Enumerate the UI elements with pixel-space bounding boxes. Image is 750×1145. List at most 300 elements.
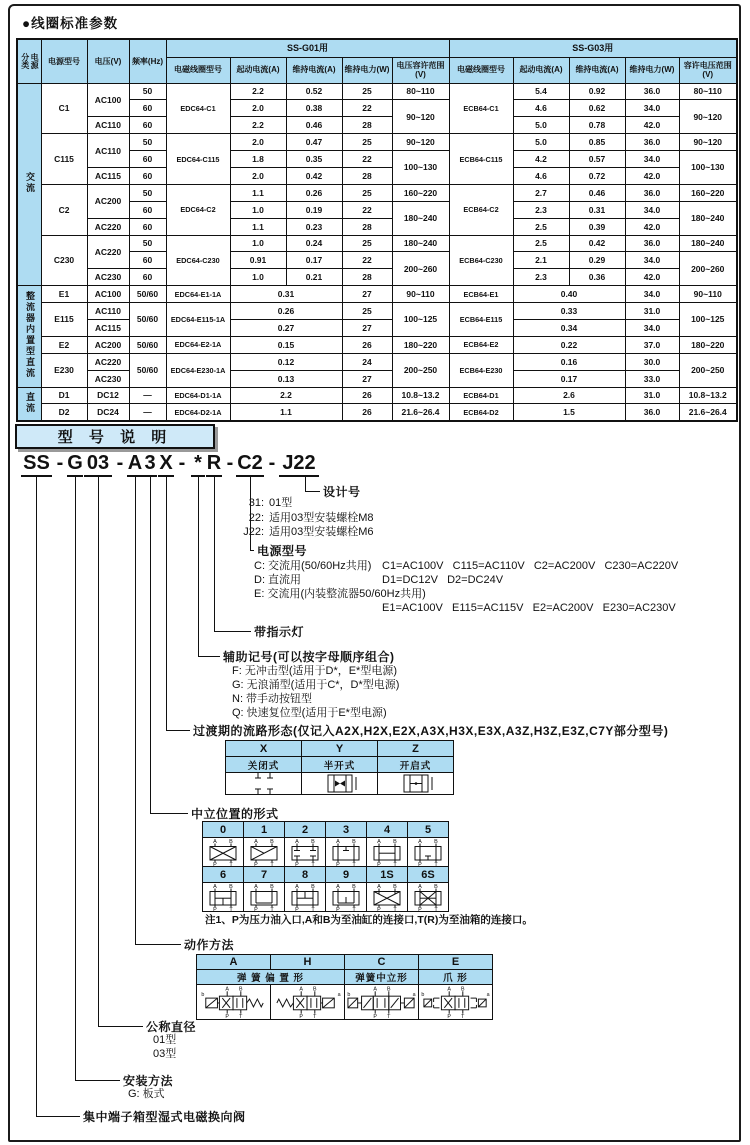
neutral-code-cell: 2 bbox=[285, 822, 326, 838]
transition-symbol-cell bbox=[378, 773, 454, 795]
table-cell: 0.62 bbox=[569, 100, 625, 117]
table-cell: 31.0 bbox=[625, 387, 679, 404]
table-row bbox=[17, 319, 737, 336]
model-code-segment: R bbox=[206, 452, 222, 477]
table-cell: 50/60 bbox=[129, 286, 166, 303]
symbol-text: P bbox=[336, 862, 340, 866]
symbol-line bbox=[423, 999, 431, 1007]
table-cell: 0.72 bbox=[569, 167, 625, 184]
aux-item: N: 带手动按钮型 bbox=[232, 693, 313, 705]
valve-symbol-icon bbox=[346, 985, 418, 1019]
table-cell: 160~220 bbox=[392, 184, 449, 201]
table-cell: C1 bbox=[41, 83, 87, 134]
table-cell: DC24 bbox=[87, 404, 129, 421]
leader-line-horizontal bbox=[214, 631, 251, 632]
table-cell: 42.0 bbox=[625, 218, 679, 235]
table-cell: 0.29 bbox=[569, 252, 625, 269]
table-row bbox=[17, 83, 737, 100]
table-cell: 10.8~13.2 bbox=[679, 387, 737, 404]
table-cell: 80~110 bbox=[392, 83, 449, 100]
power-item bbox=[254, 573, 678, 587]
annotation-mounting: 安装方法 bbox=[123, 1074, 174, 1088]
design-item-code: 22: bbox=[248, 511, 264, 524]
table-cell: 25 bbox=[342, 303, 392, 320]
table-row bbox=[17, 404, 737, 421]
table-cell: 27 bbox=[342, 286, 392, 303]
power-item-values: E1=AC100V E115=AC115V E2=AC200V E230=AC230V bbox=[382, 602, 676, 614]
valve-symbol-icon bbox=[388, 773, 444, 794]
model-code-dash: - bbox=[268, 452, 276, 474]
table-cell: 1.1 bbox=[230, 218, 286, 235]
symbol-text: a bbox=[412, 992, 416, 999]
table-row bbox=[17, 336, 737, 353]
vertical-label: 交流 bbox=[24, 172, 35, 195]
table-cell: E115 bbox=[41, 303, 87, 337]
table-cell: 34.0 bbox=[625, 252, 679, 269]
model-code-segment: SS bbox=[21, 452, 52, 477]
table-cell: 50 bbox=[129, 83, 166, 100]
table-cell: 0.42 bbox=[569, 235, 625, 252]
symbol-text: T bbox=[270, 907, 274, 911]
symbol-text: P bbox=[295, 862, 299, 866]
table-row bbox=[226, 773, 454, 795]
valve-symbol-icon bbox=[420, 985, 492, 1019]
group-header-cell: SS-G03用 bbox=[449, 39, 737, 57]
annotation-neutral: 中立位置的形式 bbox=[191, 807, 279, 821]
table-cell: 28 bbox=[342, 269, 392, 286]
table-cell: 0.36 bbox=[569, 269, 625, 286]
table-cell: ECB64-D1 bbox=[449, 387, 513, 404]
power-item bbox=[254, 587, 678, 601]
symbol-text: P bbox=[213, 862, 217, 866]
table-cell: 34.0 bbox=[625, 151, 679, 168]
table-cell: 37.0 bbox=[625, 336, 679, 353]
table-cell: 2.1 bbox=[513, 252, 569, 269]
table-cell: EDC64-D2-1A bbox=[166, 404, 230, 421]
neutral-symbol-cell bbox=[408, 838, 449, 867]
symbol-text: A bbox=[377, 838, 381, 845]
symbol-text: T bbox=[386, 1014, 390, 1019]
table-cell: 42.0 bbox=[625, 269, 679, 286]
table-cell: 50 bbox=[129, 134, 166, 151]
neutral-symbol-cell bbox=[285, 838, 326, 867]
symbol-line bbox=[363, 998, 371, 1008]
column-header-cell: 起动电流(A) bbox=[230, 57, 286, 83]
table-cell: 0.52 bbox=[286, 83, 342, 100]
vertical-label: 整流器内置型直流 bbox=[24, 291, 35, 380]
table-cell: 0.33 bbox=[513, 303, 625, 320]
symbol-text: T bbox=[312, 1014, 316, 1019]
symbol-text: P bbox=[213, 907, 217, 911]
transition-name-cell: 半开式 bbox=[302, 757, 378, 773]
symbol-line bbox=[322, 998, 334, 1008]
annotation-actuation: 动作方法 bbox=[184, 938, 235, 952]
neutral-symbol-cell bbox=[408, 883, 449, 912]
table-cell: 5.0 bbox=[513, 117, 569, 134]
power-type-items bbox=[254, 559, 678, 615]
table-cell: EDC64-C115 bbox=[166, 134, 230, 185]
table-cell: 36.0 bbox=[625, 184, 679, 201]
symbol-text: T bbox=[393, 862, 397, 866]
table-cell: 0.34 bbox=[513, 319, 625, 336]
table-cell: 5.4 bbox=[513, 83, 569, 100]
table-cell: 80~110 bbox=[679, 83, 737, 100]
table-row bbox=[17, 167, 737, 184]
table-row bbox=[197, 955, 493, 970]
table-row bbox=[226, 757, 454, 773]
table-cell: 25 bbox=[342, 134, 392, 151]
table-cell: 0.46 bbox=[286, 117, 342, 134]
model-code-dash: - bbox=[226, 452, 234, 474]
symbol-text: T bbox=[311, 862, 315, 866]
aux-item: Q: 快速复位型(适用于E*型电源) bbox=[232, 707, 387, 719]
symbol-rect bbox=[307, 996, 321, 1010]
model-code-dash: - bbox=[56, 452, 64, 474]
actuation-symbol-cell bbox=[419, 985, 493, 1020]
symbol-text: b bbox=[420, 992, 424, 999]
table-cell: ECB64-E115 bbox=[449, 303, 513, 337]
power-item bbox=[254, 559, 678, 573]
valve-symbol-icon bbox=[236, 773, 292, 794]
symbol-text: B bbox=[270, 838, 274, 845]
table-cell: 2.2 bbox=[230, 387, 342, 404]
column-header-cell: 起动电流(A) bbox=[513, 57, 569, 83]
table-cell: E230 bbox=[41, 353, 87, 387]
table-cell: AC100 bbox=[87, 286, 129, 303]
actuation-name-cell: 弹簧中立形 bbox=[345, 970, 419, 985]
symbol-text: P bbox=[377, 862, 381, 866]
symbol-line bbox=[404, 998, 414, 1008]
diameter-item: 01型 bbox=[153, 1034, 177, 1046]
table-cell: 0.21 bbox=[286, 269, 342, 286]
table-cell: 21.6~26.4 bbox=[679, 404, 737, 421]
column-header-cell: 电源型号 bbox=[41, 39, 87, 83]
symbol-text: B bbox=[270, 883, 274, 890]
table-cell: 22 bbox=[342, 252, 392, 269]
table-cell: 50 bbox=[129, 235, 166, 252]
table-row bbox=[17, 184, 737, 201]
diameter-items bbox=[153, 1033, 176, 1061]
model-code-segment: A bbox=[127, 452, 143, 477]
leader-line-vertical bbox=[214, 477, 215, 631]
neutral-code-cell: 5 bbox=[408, 822, 449, 838]
neutral-symbol-cell bbox=[203, 883, 244, 912]
table-cell: 90~120 bbox=[392, 100, 449, 134]
table-cell: ECB64-E230 bbox=[449, 353, 513, 387]
leader-line-vertical bbox=[198, 477, 199, 656]
power-item bbox=[254, 601, 678, 615]
table-cell: AC220 bbox=[87, 235, 129, 269]
valve-symbol-icon bbox=[203, 838, 243, 866]
table-cell: 180~240 bbox=[392, 235, 449, 252]
table-cell bbox=[17, 286, 41, 387]
leader-line-vertical bbox=[135, 477, 136, 944]
table-cell: C2 bbox=[41, 184, 87, 235]
transition-symbol-cell bbox=[302, 773, 378, 795]
valve-symbol-icon bbox=[244, 883, 284, 911]
table-cell: E1 bbox=[41, 286, 87, 303]
symbol-text: b bbox=[200, 992, 204, 999]
diameter-item: 03型 bbox=[153, 1048, 177, 1060]
table-row bbox=[17, 269, 737, 286]
leader-line-horizontal bbox=[98, 1026, 143, 1027]
neutral-code-cell: 6 bbox=[203, 867, 244, 883]
table-cell: AC220 bbox=[87, 218, 129, 235]
table-cell: 25 bbox=[342, 184, 392, 201]
valve-symbol-icon bbox=[285, 883, 325, 911]
table-cell: 36.0 bbox=[625, 404, 679, 421]
symbol-text: a bbox=[486, 992, 490, 999]
design-item bbox=[234, 496, 374, 511]
model-description-title: 型 号 说 明 bbox=[57, 429, 173, 446]
table-cell: 180~240 bbox=[679, 201, 737, 235]
group-header-cell: SS-G01用 bbox=[166, 39, 449, 57]
neutral-code-cell: 1 bbox=[244, 822, 285, 838]
table-cell: 1.0 bbox=[230, 201, 286, 218]
neutral-code-cell: 9 bbox=[326, 867, 367, 883]
symbol-text: A bbox=[254, 838, 258, 845]
table-cell: 60 bbox=[129, 100, 166, 117]
actuation-symbol-cell bbox=[345, 985, 419, 1020]
power-item-desc: E: 交流用(内装整流器50/60Hz共用) bbox=[254, 588, 426, 600]
model-code-segment: J22 bbox=[279, 452, 319, 477]
transition-symbol-cell bbox=[226, 773, 302, 795]
actuation-name-cell: 爪 形 bbox=[419, 970, 493, 985]
table-cell: 1.1 bbox=[230, 184, 286, 201]
neutral-symbol-cell bbox=[326, 838, 367, 867]
symbol-text: A bbox=[418, 883, 422, 890]
symbol-text: B bbox=[393, 883, 397, 890]
table-cell: 0.12 bbox=[230, 353, 342, 370]
table-cell: AC110 bbox=[87, 134, 129, 168]
symbol-text: T bbox=[270, 862, 274, 866]
table-cell: 27 bbox=[342, 319, 392, 336]
symbol-text: T bbox=[311, 907, 315, 911]
table-cell: 36.0 bbox=[625, 134, 679, 151]
table-cell: 200~260 bbox=[392, 252, 449, 286]
table-cell: 25 bbox=[342, 235, 392, 252]
symbol-text: T bbox=[460, 1014, 464, 1019]
table-cell: EDC64-C230 bbox=[166, 235, 230, 286]
table-cell: 26 bbox=[342, 387, 392, 404]
table-cell: 180~220 bbox=[679, 336, 737, 353]
symbol-text: A bbox=[446, 986, 451, 993]
model-code-segment: * bbox=[191, 452, 205, 477]
table-cell: 1.0 bbox=[230, 269, 286, 286]
power-item-desc: D: 直流用 bbox=[254, 574, 302, 586]
table-cell: 50 bbox=[129, 184, 166, 201]
model-code-segment: X bbox=[158, 452, 174, 477]
power-item-values: D1=DC12V D2=DC24V bbox=[382, 574, 504, 586]
table-cell: 2.5 bbox=[513, 218, 569, 235]
symbol-text: A bbox=[336, 838, 340, 845]
actuation-code-cell: A bbox=[197, 955, 271, 970]
table-cell: 21.6~26.4 bbox=[392, 404, 449, 421]
table-cell: 4.2 bbox=[513, 151, 569, 168]
valve-symbol-icon bbox=[244, 838, 284, 866]
design-item-code: J22: bbox=[243, 526, 264, 538]
symbol-text: A bbox=[224, 986, 229, 993]
symbol-text: T bbox=[238, 1014, 242, 1019]
table-cell: 1.8 bbox=[230, 151, 286, 168]
table-cell: 0.46 bbox=[569, 184, 625, 201]
design-item-desc: 01型 bbox=[269, 497, 293, 509]
table-cell: AC230 bbox=[87, 370, 129, 387]
table-cell: 31.0 bbox=[625, 303, 679, 320]
leader-line-vertical bbox=[75, 477, 76, 1080]
symbol-text: A bbox=[213, 883, 217, 890]
valve-symbol-icon bbox=[326, 883, 366, 911]
table-cell: EDC64-D1-1A bbox=[166, 387, 230, 404]
column-header-cell: 维持电力(W) bbox=[342, 57, 392, 83]
symbol-text: T bbox=[352, 862, 356, 866]
header-row bbox=[17, 39, 737, 57]
symbol-text: P bbox=[336, 907, 340, 911]
design-item-desc: 适用03型安装螺栓M8 bbox=[269, 511, 374, 524]
leader-line-vertical bbox=[36, 477, 37, 1116]
annotation-indicator: 带指示灯 bbox=[254, 625, 305, 639]
symbol-text: P bbox=[418, 862, 422, 866]
coil-parameters-title: ●线圈标准参数 bbox=[22, 16, 119, 31]
table-cell: 22 bbox=[342, 201, 392, 218]
leader-line-vertical bbox=[150, 477, 151, 813]
table-cell: 180~240 bbox=[392, 201, 449, 235]
coil-parameters-table bbox=[16, 38, 738, 422]
neutral-position-note: 注1、P为压力油入口,A和B为至油缸的连接口,T(R)为至油箱的连接口。 bbox=[205, 914, 533, 926]
model-code-segment: C2 bbox=[236, 452, 264, 477]
table-cell: 60 bbox=[129, 218, 166, 235]
vertical-label: 分类 bbox=[20, 53, 30, 70]
neutral-code-cell: 3 bbox=[326, 822, 367, 838]
table-cell: AC200 bbox=[87, 336, 129, 353]
symbol-text: A bbox=[295, 838, 299, 845]
symbol-text: b bbox=[346, 992, 350, 999]
table-cell: 22 bbox=[342, 151, 392, 168]
symbol-text: T bbox=[434, 862, 438, 866]
table-cell: — bbox=[129, 387, 166, 404]
table-cell: 60 bbox=[129, 201, 166, 218]
leader-line-horizontal bbox=[198, 656, 220, 657]
column-header-cell: 维持电力(W) bbox=[625, 57, 679, 83]
valve-symbol-icon bbox=[312, 773, 368, 794]
neutral-symbol-cell bbox=[326, 883, 367, 912]
table-cell: 22 bbox=[342, 100, 392, 117]
table-cell: ECB64-C2 bbox=[449, 184, 513, 235]
symbol-text: P bbox=[295, 907, 299, 911]
table-cell: AC200 bbox=[87, 184, 129, 218]
valve-symbol-icon bbox=[408, 883, 448, 911]
table-cell: 0.24 bbox=[286, 235, 342, 252]
valve-symbol-icon bbox=[367, 883, 407, 911]
table-cell: 1.1 bbox=[230, 404, 342, 421]
table-cell: 100~125 bbox=[679, 303, 737, 337]
table-cell: 34.0 bbox=[625, 319, 679, 336]
table-row bbox=[203, 883, 449, 912]
table-cell: 28 bbox=[342, 218, 392, 235]
leader-line-horizontal bbox=[36, 1116, 80, 1117]
column-header-cell: 维持电流(A) bbox=[569, 57, 625, 83]
neutral-code-cell: 4 bbox=[367, 822, 408, 838]
table-cell: 200~260 bbox=[679, 252, 737, 286]
table-cell: 0.15 bbox=[230, 336, 342, 353]
transition-flow-table bbox=[225, 740, 454, 795]
symbol-rect bbox=[233, 996, 247, 1010]
symbol-text: B bbox=[434, 883, 438, 890]
transition-name-cell: 开启式 bbox=[378, 757, 454, 773]
table-cell: 50/60 bbox=[129, 353, 166, 387]
symbol-text: A bbox=[298, 986, 303, 993]
actuation-code-cell: C bbox=[345, 955, 419, 970]
symbol-text: T bbox=[393, 907, 397, 911]
symbol-text: T bbox=[434, 907, 438, 911]
table-cell: 60 bbox=[129, 167, 166, 184]
table-row bbox=[226, 741, 454, 757]
symbol-text: A bbox=[254, 883, 258, 890]
table-cell: 0.17 bbox=[513, 370, 625, 387]
table-cell: AC110 bbox=[87, 117, 129, 134]
symbol-path bbox=[340, 781, 345, 787]
symbol-text: B bbox=[229, 883, 233, 890]
mounting-item: G: 板式 bbox=[128, 1088, 165, 1100]
symbol-text: B bbox=[311, 883, 315, 890]
table-cell: 10.8~13.2 bbox=[392, 387, 449, 404]
symbol-text: P bbox=[418, 907, 422, 911]
transition-code-cell: Z bbox=[378, 741, 454, 757]
symbol-line bbox=[478, 999, 486, 1007]
table-cell: 0.13 bbox=[230, 370, 342, 387]
table-cell: EDC64-E1-1A bbox=[166, 286, 230, 303]
annotation-product: 集中端子箱型湿式电磁换向阀 bbox=[83, 1110, 246, 1124]
symbol-line bbox=[347, 998, 357, 1008]
table-cell: 0.42 bbox=[286, 167, 342, 184]
table-cell: 0.85 bbox=[569, 134, 625, 151]
symbol-rect bbox=[455, 996, 469, 1010]
annotation-transition: 过渡期的流路形态(仅记入A2X,H2X,E2X,A3X,H3X,E3X,A3Z,H3Z,E3Z,C7Y部分型号) bbox=[193, 724, 669, 738]
table-cell: EDC64-E115-1A bbox=[166, 303, 230, 337]
design-item-code: 31: bbox=[248, 497, 264, 509]
neutral-code-cell: 7 bbox=[244, 867, 285, 883]
table-cell: AC100 bbox=[87, 83, 129, 117]
annotation-diameter: 公称直径 bbox=[146, 1020, 197, 1034]
model-code-dash: - bbox=[178, 452, 186, 474]
table-cell: 100~125 bbox=[392, 303, 449, 337]
vertical-label: 直流 bbox=[24, 391, 35, 414]
symbol-text: T bbox=[229, 862, 233, 866]
table-cell: EDC64-E230-1A bbox=[166, 353, 230, 387]
table-cell: 0.78 bbox=[569, 117, 625, 134]
power-item-desc: C: 交流用(50/60Hz共用) bbox=[254, 560, 372, 572]
leader-line-horizontal bbox=[166, 730, 190, 731]
symbol-text: P bbox=[224, 1014, 229, 1019]
power-item-desc bbox=[254, 601, 382, 615]
neutral-symbol-cell bbox=[367, 883, 408, 912]
symbol-text: a bbox=[337, 992, 341, 999]
symbol-text: A bbox=[377, 883, 381, 890]
valve-symbol-icon bbox=[285, 838, 325, 866]
table-row bbox=[197, 985, 493, 1020]
table-cell: 26 bbox=[342, 336, 392, 353]
table-cell: 24 bbox=[342, 353, 392, 370]
table-cell: 0.31 bbox=[569, 201, 625, 218]
table-row bbox=[17, 370, 737, 387]
table-cell: 1.5 bbox=[513, 404, 625, 421]
symbol-text: B bbox=[311, 838, 315, 845]
table-cell: 0.31 bbox=[230, 286, 342, 303]
table-cell: 27 bbox=[342, 370, 392, 387]
symbol-text: T bbox=[352, 907, 356, 911]
symbol-text: A bbox=[418, 838, 422, 845]
table-cell: 4.6 bbox=[513, 100, 569, 117]
